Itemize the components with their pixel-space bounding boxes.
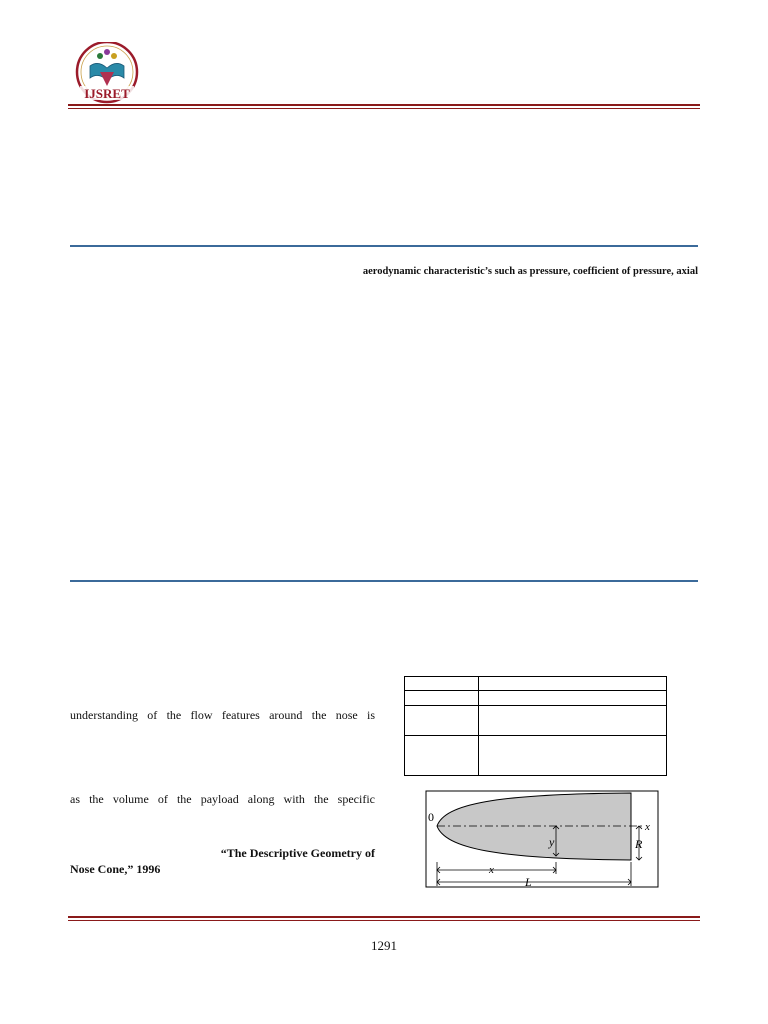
logo-text: IJSRET bbox=[84, 86, 130, 101]
table-row-divider bbox=[405, 735, 666, 736]
header-rule bbox=[68, 104, 700, 106]
header-rule-thin bbox=[68, 108, 700, 109]
y-label: y bbox=[549, 835, 555, 849]
x-axis-label: x bbox=[645, 821, 650, 833]
body-line-2: as the volume of the payload along with the specific bbox=[70, 792, 375, 806]
nose-cone-diagram bbox=[425, 790, 659, 888]
page-number: 1291 bbox=[371, 938, 397, 953]
table-column-divider bbox=[478, 677, 479, 775]
abstract-text: aerodynamic characteristic’s such as pressure, coefficient of pressure, axial bbox=[362, 266, 698, 277]
abstract-bottom-rule bbox=[70, 580, 698, 582]
journal-logo bbox=[72, 42, 142, 104]
body-line-1: understanding of the flow features around the nose is bbox=[70, 708, 375, 722]
footer-rule bbox=[68, 916, 700, 918]
nose-cone-shape bbox=[437, 793, 631, 860]
nose-cone-figure bbox=[425, 790, 659, 888]
reference-title-cont: Nose Cone,” 1996 bbox=[70, 862, 161, 876]
data-table bbox=[404, 676, 667, 776]
l-label: L bbox=[525, 875, 532, 888]
x-label: x bbox=[489, 864, 494, 876]
footer-rule-thin bbox=[68, 920, 700, 921]
origin-label: 0 bbox=[428, 810, 434, 824]
abstract-top-rule bbox=[70, 245, 698, 247]
r-label: R bbox=[635, 837, 643, 851]
reference-title: “The Descriptive Geometry of bbox=[220, 846, 375, 860]
table-row-divider bbox=[405, 705, 666, 706]
table-row-divider bbox=[405, 690, 666, 691]
